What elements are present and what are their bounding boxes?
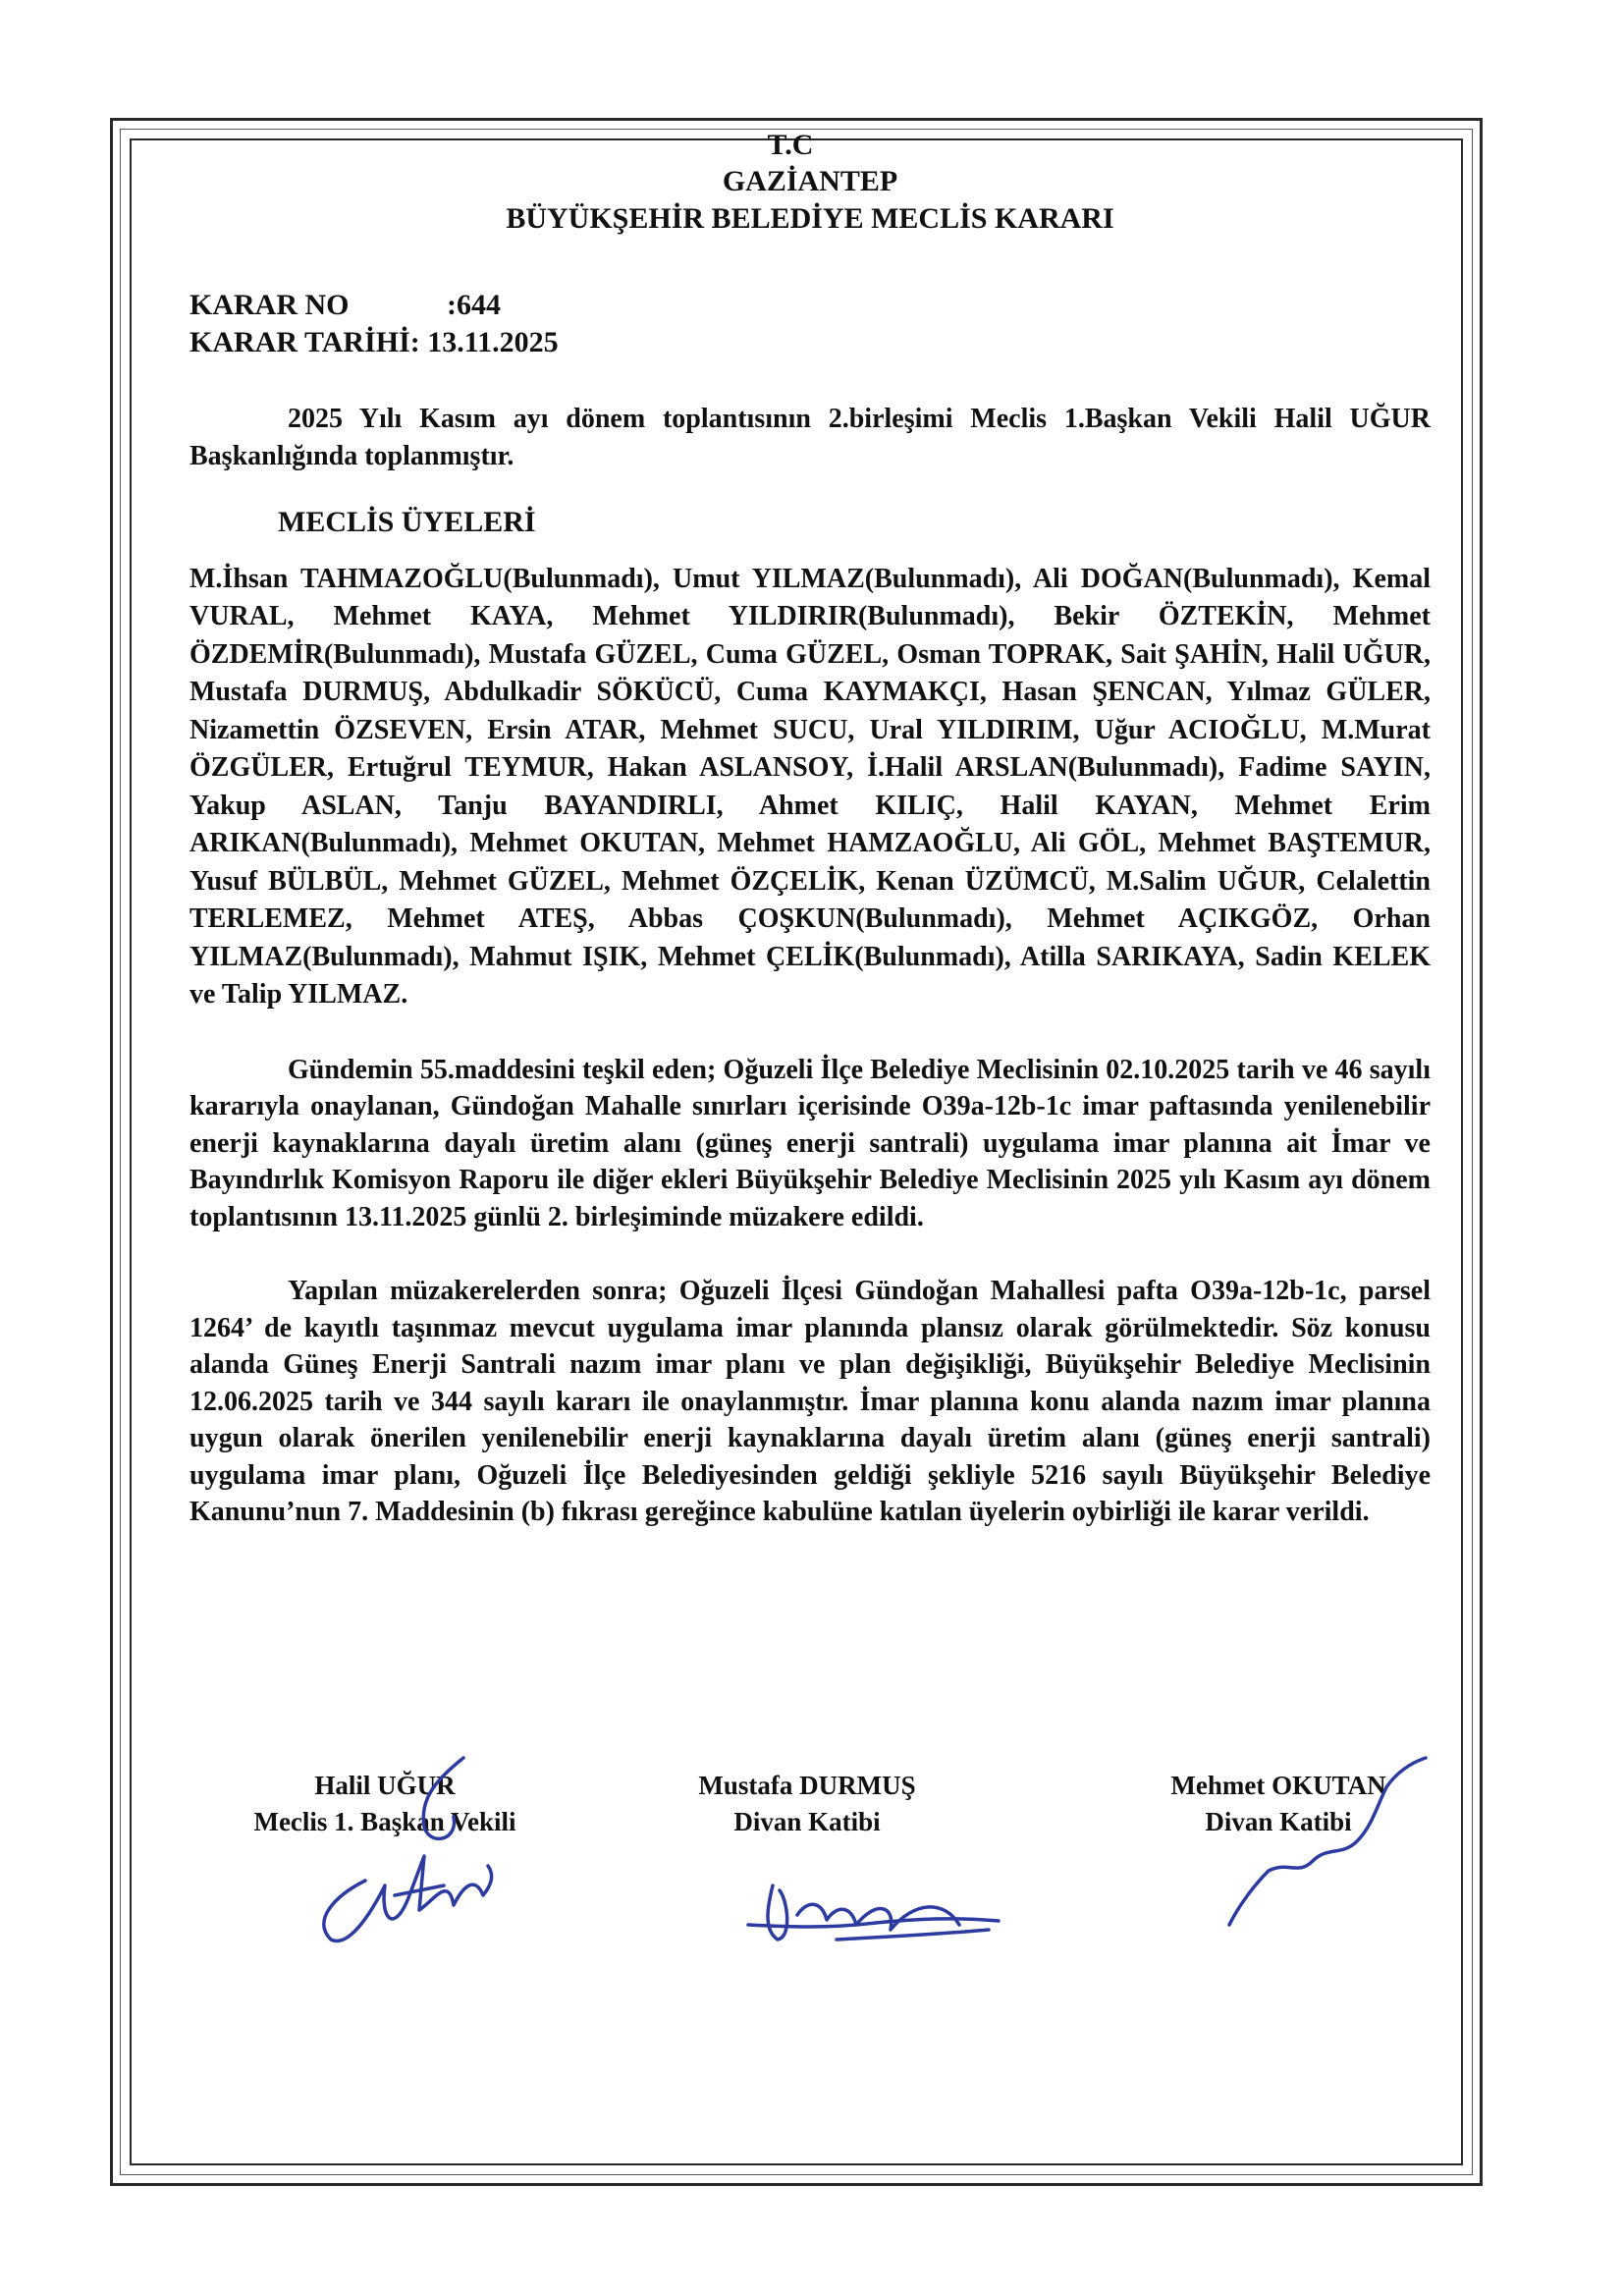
signature-title: Divan Katibi [1205, 1807, 1352, 1836]
decision-date-value: : 13.11.2025 [409, 326, 559, 358]
handwritten-signature-chair [218, 1738, 591, 1994]
signature-name: Mehmet OKUTAN [1170, 1771, 1386, 1800]
agenda-paragraph: Gündemin 55.maddesini teşkil eden; Oğuzeli İlçe Belediye Meclisinin 02.10.2025 tarih ve 46 sayılı kararıyla onaylanan, Gündoğan Mahalle sınırları içerisinde O39a-12b-1c imar paftasında yenilenebilir enerji kaynaklarına dayalı üretim alanı (güneş enerji santrali) uygulama imar planına ait İmar ve Bayındırlık Komisyon Raporu ile diğer ekleri Büyükşehir Belediye Meclisinin 2025 yılı Kasım ayı dönem toplantısının 13.11.2025 günlü 2. birleşiminde müzakere edildi. [189, 1054, 1431, 1232]
decision-body [189, 128, 1431, 1531]
handwritten-signature-clerk-1 [719, 1846, 1013, 1964]
members-list: M.İhsan TAHMAZOĞLU(Bulunmadı), Umut YILMAZ(Bulunmadı), Ali DOĞAN(Bulunmadı), Kemal VURAL, Mehmet KAYA, Mehmet YILDIRIR(Bulunmadı), Bekir ÖZTEKİN, Mehmet ÖZDEMİR(Bulunmadı), Mustafa GÜZEL, Cuma GÜZEL, Osman TOPRAK, Sait ŞAHİN, Halil UĞUR, Mustafa DURMUŞ, Abdulkadir SÖKÜCÜ, Cuma KAYMAKÇI, Hasan ŞENCAN, Yılmaz GÜLER, Nizamettin ÖZSEVEN, Ersin ATAR, Mehmet SUCU, Ural YILDIRIM, Uğur ACIOĞLU, M.Murat ÖZGÜLER, Ertuğrul TEYMUR, Hakan ASLANSOY, İ.Halil ARSLAN(Bulunmadı), Fadime SAYIN, Yakup ASLAN, Tanju BAYANDIRLI, Ahmet KILIÇ, Halil KAYAN, Mehmet Erim ARIKAN(Bulunmadı), Mehmet OKUTAN, Mehmet HAMZAOĞLU, Ali GÖL, Mehmet BAŞTEMUR, Yusuf BÜLBÜL, Mehmet GÜZEL, Mehmet ÖZÇELİK, Kenan ÜZÜMCÜ, M.Salim UĞUR, Celalettin TERLEMEZ, Mehmet ATEŞ, Abbas ÇOŞKUN(Bulunmadı), Mehmet AÇIKGÖZ, Orhan YILMAZ(Bulunmadı), Mahmut IŞIK, Mehmet ÇELİK(Bulunmadı), Atilla SARIKAYA, Sadin KELEK ve Talip YILMAZ. [189, 563, 1431, 1010]
decision-number-value: :644 [447, 289, 501, 321]
decision-date-label: KARAR TARİHİ [189, 326, 410, 358]
document-header [189, 128, 1431, 238]
handwritten-signature-clerk-2 [1200, 1748, 1455, 1944]
header-country: T.C [767, 129, 814, 161]
decision-number-label: KARAR NO [189, 289, 350, 321]
decision-paragraph: Yapılan müzakerelerden sonra; Oğuzeli İlçesi Gündoğan Mahallesi pafta O39a-12b-1c, parsel 1264’ de kayıtlı taşınmaz mevcut uygulama imar planında plansız olarak görülmektedir. Söz konusu alanda Güneş Enerji Santrali nazım imar planı ve plan değişikliği, Büyükşehir Belediye Meclisinin 12.06.2025 tarih ve 344 sayılı kararı ile onaylanmıştır. İmar planına konu alanda nazım imar planına uygun olarak önerilen yenilenebilir enerji kaynaklarına dayalı üretim alanı (güneş enerji santrali) uygulama imar planı, Oğuzeli İlçe Belediyesinden geldiği şekliyle 5216 sayılı Büyükşehir Belediye Kanunu’nun 7. Maddesinin (b) fıkrası gereğince kabulüne katılan üyelerin oybirliği ile karar verildi. [189, 1276, 1431, 1527]
intro-paragraph: 2025 Yılı Kasım ayı dönem toplantısının 2.birleşimi Meclis 1.Başkan Vekili Halil UĞUR Başkanlığında toplanmıştır. [189, 404, 1431, 471]
decision-number-row [189, 287, 1431, 324]
decision-date-row [189, 324, 1431, 361]
signature-name: Halil UĞUR [314, 1771, 456, 1800]
signature-block [110, 1768, 1483, 2033]
header-title: BÜYÜKŞEHİR BELEDİYE MECLİS KARARI [506, 202, 1114, 235]
signature-name: Mustafa DURMUŞ [698, 1771, 916, 1800]
header-city: GAZİANTEP [722, 165, 898, 197]
decision-meta [189, 287, 1431, 361]
members-heading: MECLİS ÜYELERİ [278, 506, 536, 538]
signature-title: Divan Katibi [733, 1807, 881, 1836]
signature-title: Meclis 1. Başkan Vekili [253, 1807, 516, 1836]
signature-clerk-1 [660, 1768, 954, 1840]
